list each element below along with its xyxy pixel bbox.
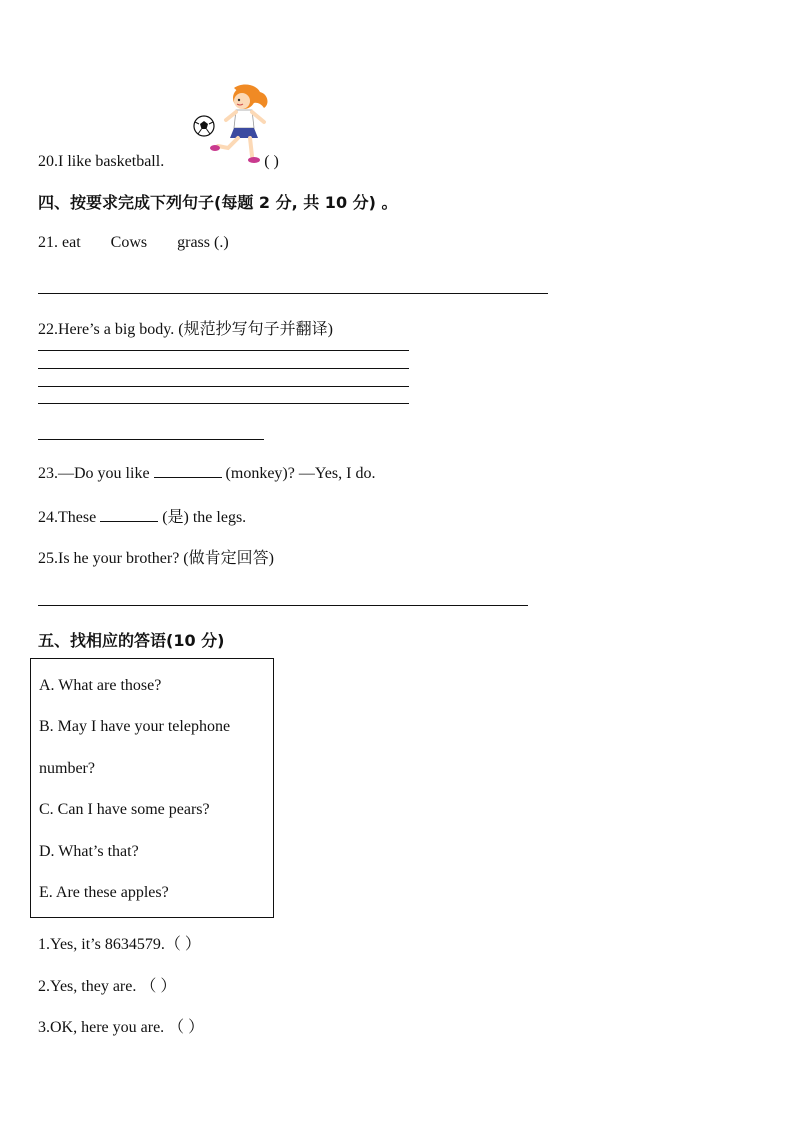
- answer-line-22-2[interactable]: [38, 368, 409, 369]
- question-20-text: 20.I like basketball.: [38, 153, 165, 170]
- question-24-blank[interactable]: [100, 507, 158, 522]
- answer-line-25[interactable]: [38, 605, 528, 606]
- option-c: C. Can I have some pears?: [39, 801, 210, 818]
- question-21: [38, 234, 229, 252]
- question-24: [38, 504, 246, 527]
- answer-line-22-4[interactable]: [38, 403, 409, 404]
- question-23-prefix: 23.—Do you like: [38, 465, 154, 482]
- option-a: A. What are those?: [39, 677, 162, 694]
- answer-line-22-1[interactable]: [38, 350, 409, 351]
- question-25: 25.Is he your brother? (做肯定回答): [38, 550, 274, 567]
- answer-line-21[interactable]: [38, 293, 548, 294]
- section-5-title: 五、找相应的答语(10 分): [38, 631, 225, 650]
- question-21-word-2: Cows: [110, 234, 148, 251]
- question-21-word-1: eat: [62, 234, 81, 251]
- question-23: [38, 463, 375, 483]
- question-24-suffix: (是) the legs.: [162, 509, 247, 526]
- answer-line-22-3[interactable]: [38, 386, 409, 387]
- option-b-line-1: B. May I have your telephone: [39, 718, 231, 735]
- question-23-suffix: (monkey)? —Yes, I do.: [225, 465, 376, 482]
- answer-item-3[interactable]: 3.OK, here you are. （ ）: [38, 1019, 205, 1036]
- question-21-word-3: grass (.): [177, 234, 229, 251]
- section-4-title: 四、按要求完成下列句子(每题 2 分, 共 10 分) 。: [38, 193, 398, 212]
- question-22: 22.Here’s a big body. (规范抄写句子并翻译): [38, 321, 333, 338]
- question-20: [38, 153, 279, 171]
- question-23-blank[interactable]: [154, 463, 222, 478]
- options-box: [30, 658, 274, 918]
- option-e: E. Are these apples?: [39, 884, 169, 901]
- answer-line-22-5[interactable]: [38, 439, 264, 440]
- question-21-number: 21.: [38, 234, 58, 251]
- option-b-line-2: number?: [39, 760, 95, 777]
- question-20-answer-paren[interactable]: ( ): [264, 153, 279, 170]
- answer-item-2[interactable]: 2.Yes, they are. （ ）: [38, 978, 177, 995]
- answer-item-1[interactable]: 1.Yes, it’s 8634579.（ ）: [38, 936, 201, 953]
- option-d: D. What’s that?: [39, 843, 139, 860]
- question-24-prefix: 24.These: [38, 509, 101, 526]
